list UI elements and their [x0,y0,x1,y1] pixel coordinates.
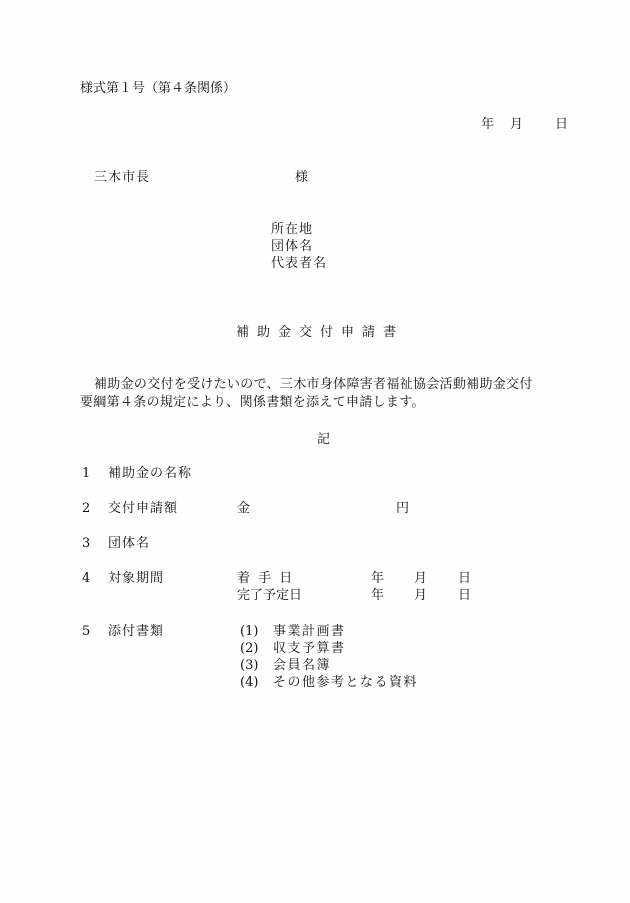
address-label: 所在地 [271,222,314,237]
ki-heading: 記 [317,432,331,447]
item-4-label: 対象期間 [108,571,165,586]
item-1-label: 補助金の名称 [108,466,193,481]
end-date-day: 日 [458,588,472,603]
form-number: 様式第１号（第４条関係） [80,81,237,96]
end-date-month: 月 [414,588,428,603]
attachment-4-number: (4) [240,675,259,690]
date-day: 日 [555,117,569,132]
item-2-label: 交付申請額 [108,501,179,516]
date-year: 年 [481,117,495,132]
start-date-year: 年 [371,571,385,586]
item-1-number: 1 [82,466,91,481]
amount-suffix: 円 [396,501,410,516]
start-date-label: 着 手 日 [237,571,293,586]
item-2-number: 2 [82,501,91,516]
amount-prefix: 金 [237,501,251,516]
addressee-name: 三木市長 [94,170,151,185]
body-line-2: 要綱第４条の規定により、関係書類を添えて申請します。 [80,395,425,410]
end-date-year: 年 [371,588,385,603]
addressee-honorific: 様 [295,170,309,185]
end-date-label: 完了予定日 [237,588,303,603]
attachment-1-text: 事業計画書 [273,624,346,639]
attachment-1-number: (1) [240,624,259,639]
attachment-3-number: (3) [240,658,259,673]
body-line-1: 補助金の交付を受けたいので、三木市身体障害者福祉協会活動補助金交付 [94,377,533,392]
date-month: 月 [510,117,524,132]
attachment-3-text: 会員名簿 [273,658,332,673]
document-title: 補助金交付申請書 [236,325,405,340]
start-date-month: 月 [414,571,428,586]
item-5-label: 添付書類 [108,624,165,639]
attachment-2-text: 収支予算書 [273,641,346,656]
item-3-number: 3 [82,536,91,551]
attachment-2-number: (2) [240,641,259,656]
attachment-4-text: その他参考となる資料 [273,675,419,690]
item-4-number: 4 [82,571,91,586]
representative-label: 代表者名 [271,256,328,271]
org-name-label: 団体名 [271,239,314,254]
item-5-number: 5 [82,624,91,639]
item-3-label: 団体名 [108,536,151,551]
start-date-day: 日 [458,571,472,586]
